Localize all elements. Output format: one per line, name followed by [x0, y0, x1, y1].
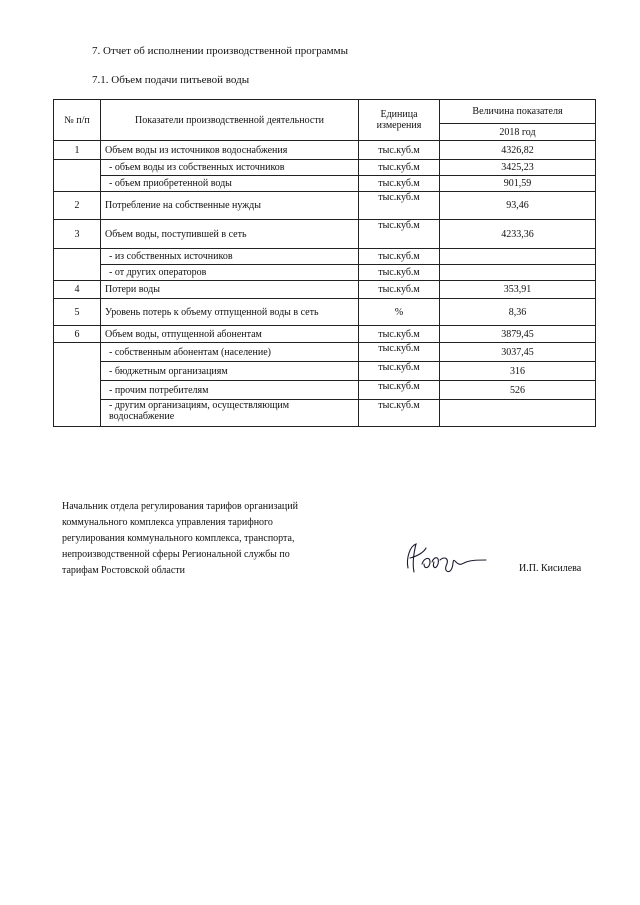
row-indicator: Объем воды, отпущенной абонентам [101, 326, 359, 343]
row-value: 8,36 [440, 299, 596, 326]
row-value: 3879,45 [440, 326, 596, 343]
row-value: 316 [440, 362, 596, 381]
row-value: 353,91 [440, 281, 596, 299]
row-num-empty [54, 249, 101, 281]
signatory-position [62, 499, 372, 579]
position-line: коммунального комплекса управления тарифного [62, 517, 273, 528]
row-num: 1 [54, 141, 101, 160]
row-unit: тыс.куб.м [359, 192, 440, 220]
row-value: 3425,23 [440, 160, 596, 176]
row-value [440, 249, 596, 265]
row-unit: тыс.куб.м [359, 265, 440, 281]
row-indicator: - бюджетным организациям [101, 362, 359, 381]
row-value [440, 400, 596, 427]
position-line: непроизводственной сферы Региональной службы по [62, 549, 290, 560]
header-unit: Единица измерения [359, 100, 440, 141]
position-line: Начальник отдела регулирования тарифов организаций [62, 501, 298, 512]
row-num: 4 [54, 281, 101, 299]
section-heading: 7. Отчет об исполнении производственной программы [92, 45, 348, 57]
subsection-heading: 7.1. Объем подачи питьевой воды [92, 74, 250, 86]
row-unit: тыс.куб.м [359, 326, 440, 343]
production-program-table [53, 99, 596, 427]
row-unit: тыс.куб.м [359, 343, 440, 362]
row-indicator: - от других операторов [101, 265, 359, 281]
header-indicator: Показатели производственной деятельности [101, 100, 359, 141]
row-unit: тыс.куб.м [359, 281, 440, 299]
row-unit: тыс.куб.м [359, 141, 440, 160]
header-year: 2018 год [440, 124, 596, 141]
signatory-name: И.П. Кисилева [519, 563, 582, 574]
row-num: 2 [54, 192, 101, 220]
row-value: 4233,36 [440, 220, 596, 249]
row-num: 3 [54, 220, 101, 249]
header-value: Величина показателя [440, 100, 596, 124]
row-indicator: Объем воды из источников водоснабжения [101, 141, 359, 160]
row-indicator: Уровень потерь к объему отпущенной воды в сеть [101, 299, 359, 326]
row-unit: тыс.куб.м [359, 362, 440, 381]
row-indicator: - из собственных источников [101, 249, 359, 265]
row-value [440, 265, 596, 281]
position-line: регулирования коммунального комплекса, транспорта, [62, 533, 295, 544]
row-indicator: - прочим потребителям [101, 381, 359, 400]
header-num: № п/п [54, 100, 101, 141]
row-num: 6 [54, 326, 101, 343]
row-num: 5 [54, 299, 101, 326]
row-unit: тыс.куб.м [359, 160, 440, 176]
row-unit: тыс.куб.м [359, 400, 440, 427]
row-indicator: Потери воды [101, 281, 359, 299]
row-unit: тыс.куб.м [359, 381, 440, 400]
row-value: 526 [440, 381, 596, 400]
row-value: 4326,82 [440, 141, 596, 160]
row-num-empty [54, 160, 101, 192]
row-indicator: - собственным абонентам (население) [101, 343, 359, 362]
row-unit: тыс.куб.м [359, 249, 440, 265]
row-indicator: - другим организациям, осуществляющим водоснабжение [101, 400, 359, 427]
row-num-empty [54, 343, 101, 427]
row-indicator: - объем воды из собственных источников [101, 160, 359, 176]
row-indicator: Потребление на собственные нужды [101, 192, 359, 220]
row-value: 901,59 [440, 176, 596, 192]
row-value: 3037,45 [440, 343, 596, 362]
row-value: 93,46 [440, 192, 596, 220]
row-unit: тыс.куб.м [359, 176, 440, 192]
row-unit: тыс.куб.м [359, 220, 440, 249]
row-unit: % [359, 299, 440, 326]
row-indicator: Объем воды, поступившей в сеть [101, 220, 359, 249]
position-line: тарифам Ростовской области [62, 565, 185, 576]
handwritten-signature [400, 538, 490, 580]
row-indicator: - объем приобретенной воды [101, 176, 359, 192]
